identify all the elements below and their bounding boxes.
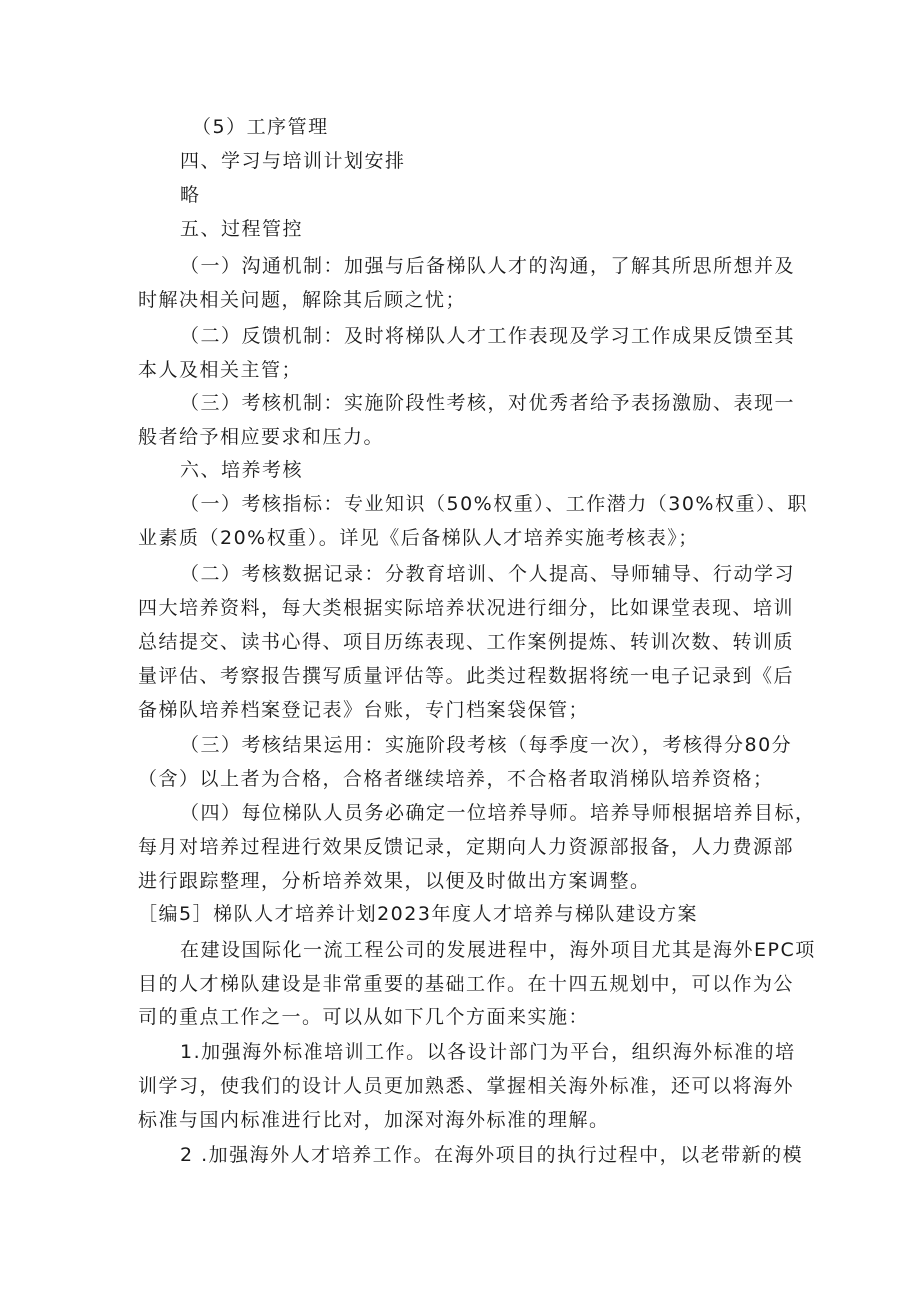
paragraph-line: 2 .加强海外人才培养工作。在海外项目的执行过程中，以老带新的模 [180, 1144, 804, 1166]
paragraph-line: 在建设国际化一流工程公司的发展进程中，海外项目尤其是海外EPC项 [180, 939, 816, 961]
section-heading-training-plan: 四、学习与培训计划安排 [180, 150, 406, 172]
paragraph-line: 量评估、考察报告撰写质量评估等。此类过程数据将统一电子记录到《后 [138, 665, 795, 687]
heading-process-management: （5）工序管理 [192, 116, 329, 138]
paragraph-line: （三）考核结果运用：实施阶段考核（每季度一次），考核得分80分 [180, 734, 793, 756]
paragraph-line: （三）考核机制：实施阶段性考核，对优秀者给予表扬激励、表现一 [180, 392, 796, 414]
paragraph-line: 时解决相关问题，解除其后顾之忧； [138, 289, 467, 311]
paragraph-line: 司的重点工作之一。可以从如下几个方面来实施： [138, 1006, 590, 1028]
paragraph-line: 进行跟踪整理，分析培养效果，以便及时做出方案调整。 [138, 870, 651, 892]
paragraph-line: 般者给予相应要求和压力。 [138, 426, 385, 448]
paragraph-line: 训学习，使我们的设计人员更加熟悉、掌握相关海外标准，还可以将海外 [138, 1075, 795, 1097]
paragraph-line: 标准与国内标准进行比对，加深对海外标准的理解。 [138, 1109, 610, 1131]
section-title-talent-plan: ［编5］梯队人才培养计划2023年度人才培养与梯队建设方案 [138, 903, 698, 925]
section-heading-assessment: 六、培养考核 [180, 459, 304, 481]
paragraph-line: 本人及相关主管； [138, 359, 303, 381]
paragraph-line: （一）沟通机制：加强与后备梯队人才的沟通，了解其所思所想并及 [180, 255, 796, 277]
paragraph-line: （二）考核数据记录：分教育培训、个人提高、导师辅导、行动学习 [180, 563, 796, 585]
paragraph-line: （四）每位梯队人员务必确定一位培养导师。培养导师根据培养目标， [180, 802, 816, 824]
paragraph-line: 目的人才梯队建设是非常重要的基础工作。在十四五规划中，可以作为公 [138, 973, 795, 995]
paragraph-line: 四大培养资料，每大类根据实际培养状况进行细分，比如课堂表现、培训 [138, 597, 795, 619]
paragraph-line: （一）考核指标：专业知识（50%权重）、工作潜力（30%权重）、职 [180, 493, 808, 515]
paragraph-line: 每月对培养过程进行效果反馈记录，定期向人力资源部报备，人力费源部 [138, 836, 795, 858]
paragraph-line: 业素质（20%权重）。详见《后备梯队人才培养实施考核表》； [138, 527, 699, 549]
paragraph-line: （含）以上者为合格，合格者继续培养，不合格者取消梯队培养资格； [138, 768, 774, 790]
paragraph-line: 备梯队培养档案登记表》台账，专门档案袋保管； [138, 699, 590, 721]
section-heading-process-control: 五、过程管控 [180, 218, 304, 240]
paragraph-line: （二）反馈机制：及时将梯队人才工作表现及学习工作成果反馈至其 [180, 325, 796, 347]
paragraph-omitted: 略 [180, 184, 201, 206]
paragraph-line: 总结提交、读书心得、项目历练表现、工作案例提炼、转训次数、转训质 [138, 631, 795, 653]
paragraph-line: 1.加强海外标准培训工作。以各设计部门为平台，组织海外标准的培 [180, 1041, 796, 1063]
